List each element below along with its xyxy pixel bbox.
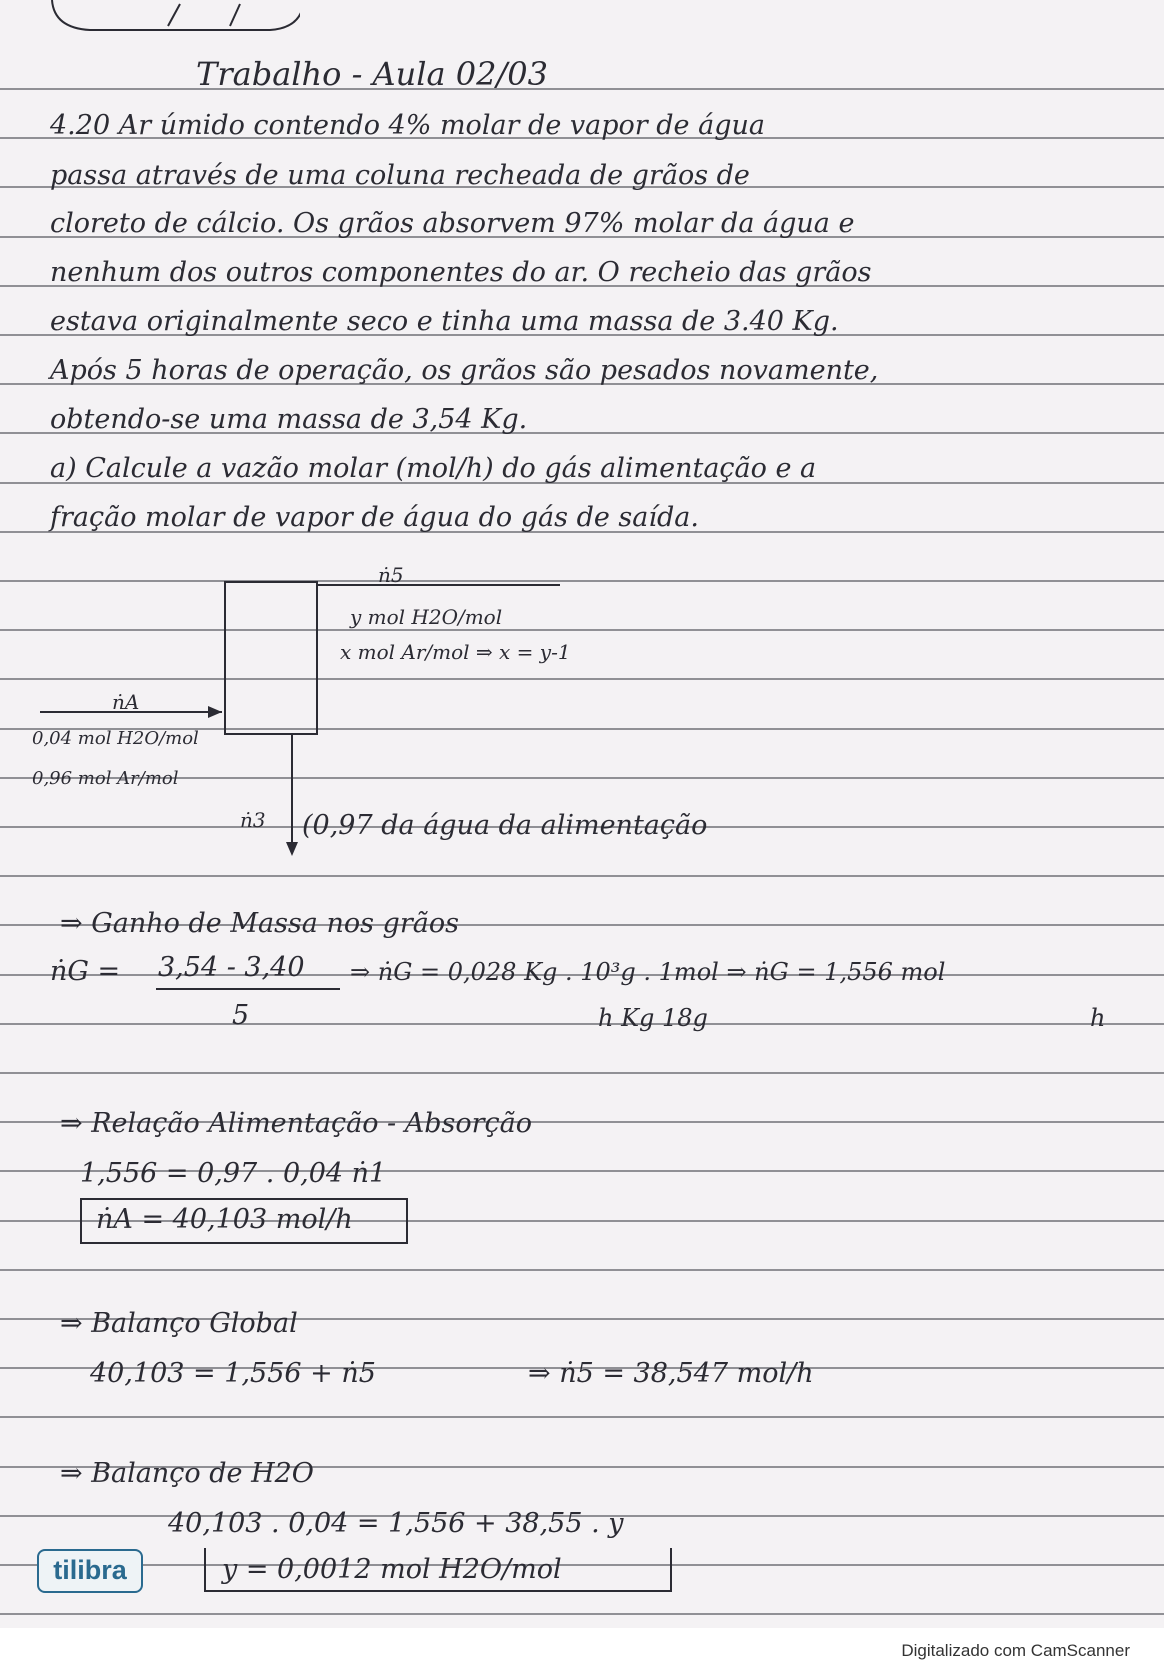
feed-air-fraction: 0,96 mol Ar/mol: [32, 768, 179, 789]
ruled-line: [0, 1613, 1164, 1615]
feed-water-fraction: 0,04 mol H2O/mol: [32, 728, 199, 749]
ruled-line: [0, 1072, 1164, 1074]
ruled-line: [0, 875, 1164, 877]
problem-line-7: obtendo-se uma massa de 3,54 Kg.: [50, 404, 528, 435]
feed-flow-result: ṅA = 40,103 mol/h: [96, 1204, 353, 1235]
ruled-line: [0, 1269, 1164, 1271]
ruled-line: [0, 1416, 1164, 1418]
tilibra-logo: tilibra: [37, 1549, 143, 1593]
mass-gain-numerator: 3,54 - 3,40: [158, 952, 305, 983]
mass-gain-denominator: 5: [232, 1000, 250, 1031]
ruled-line: [0, 88, 1164, 90]
problem-line-3: cloreto de cálcio. Os grãos absorvem 97% molar da água e: [50, 208, 855, 239]
relation-equation: 1,556 = 0,97 . 0,04 ṅ1: [80, 1158, 387, 1189]
outlet-stream-label: ṅ5: [378, 563, 404, 587]
ruled-line: [0, 1023, 1164, 1025]
mass-gain-units: h Kg 18g: [598, 1004, 708, 1032]
global-balance-equation: 40,103 = 1,556 + ṅ5: [90, 1358, 376, 1389]
mass-gain-heading: ⇒ Ganho de Massa nos grãos: [60, 908, 459, 939]
page-title: Trabalho - Aula 02/03: [196, 55, 548, 93]
global-balance-result: ⇒ ṅ5 = 38,547 mol/h: [528, 1358, 814, 1389]
feed-stream-label: ṅA: [112, 690, 140, 714]
absorbed-stream-note: (0,97 da água da alimentação: [302, 810, 708, 841]
outlet-water-fraction: y mol H2O/mol: [350, 605, 503, 629]
outlet-air-fraction: x mol Ar/mol ⇒ x = y-1: [340, 640, 571, 664]
problem-line-5: estava originalmente seco e tinha uma massa de 3.40 Kg.: [50, 306, 839, 337]
water-balance-heading: ⇒ Balanço de H2O: [60, 1458, 314, 1489]
relation-heading: ⇒ Relação Alimentação - Absorção: [60, 1108, 533, 1139]
problem-line-2: passa através de uma coluna recheada de grãos de: [50, 160, 750, 191]
problem-line-6: Após 5 horas de operação, os grãos são pesados novamente,: [50, 355, 879, 386]
global-balance-heading: ⇒ Balanço Global: [60, 1308, 298, 1339]
scanner-watermark: Digitalizado com CamScanner: [901, 1641, 1130, 1660]
water-fraction-result: y = 0,0012 mol H2O/mol: [222, 1554, 562, 1585]
absorbed-stream-label: ṅ3: [240, 808, 266, 832]
mass-gain-lhs: ṅG =: [50, 956, 121, 987]
problem-line-4: nenhum dos outros componentes do ar. O recheio das grãos: [50, 257, 872, 288]
mass-gain-conversion: ⇒ ṅG = 0,028 Kg . 10³g . 1mol ⇒ ṅG = 1,556 mol: [350, 958, 946, 986]
fraction-bar: [156, 988, 340, 990]
problem-line-9: fração molar de vapor de água do gás de saída.: [50, 502, 699, 533]
mass-gain-result-unit: h: [1090, 1004, 1106, 1032]
corner-doodle: [40, 0, 300, 40]
problem-line-8: a) Calcule a vazão molar (mol/h) do gás alimentação e a: [50, 453, 817, 484]
problem-line-1: 4.20 Ar úmido contendo 4% molar de vapor de água: [50, 110, 765, 141]
water-balance-equation: 40,103 . 0,04 = 1,556 + 38,55 . y: [168, 1508, 624, 1539]
